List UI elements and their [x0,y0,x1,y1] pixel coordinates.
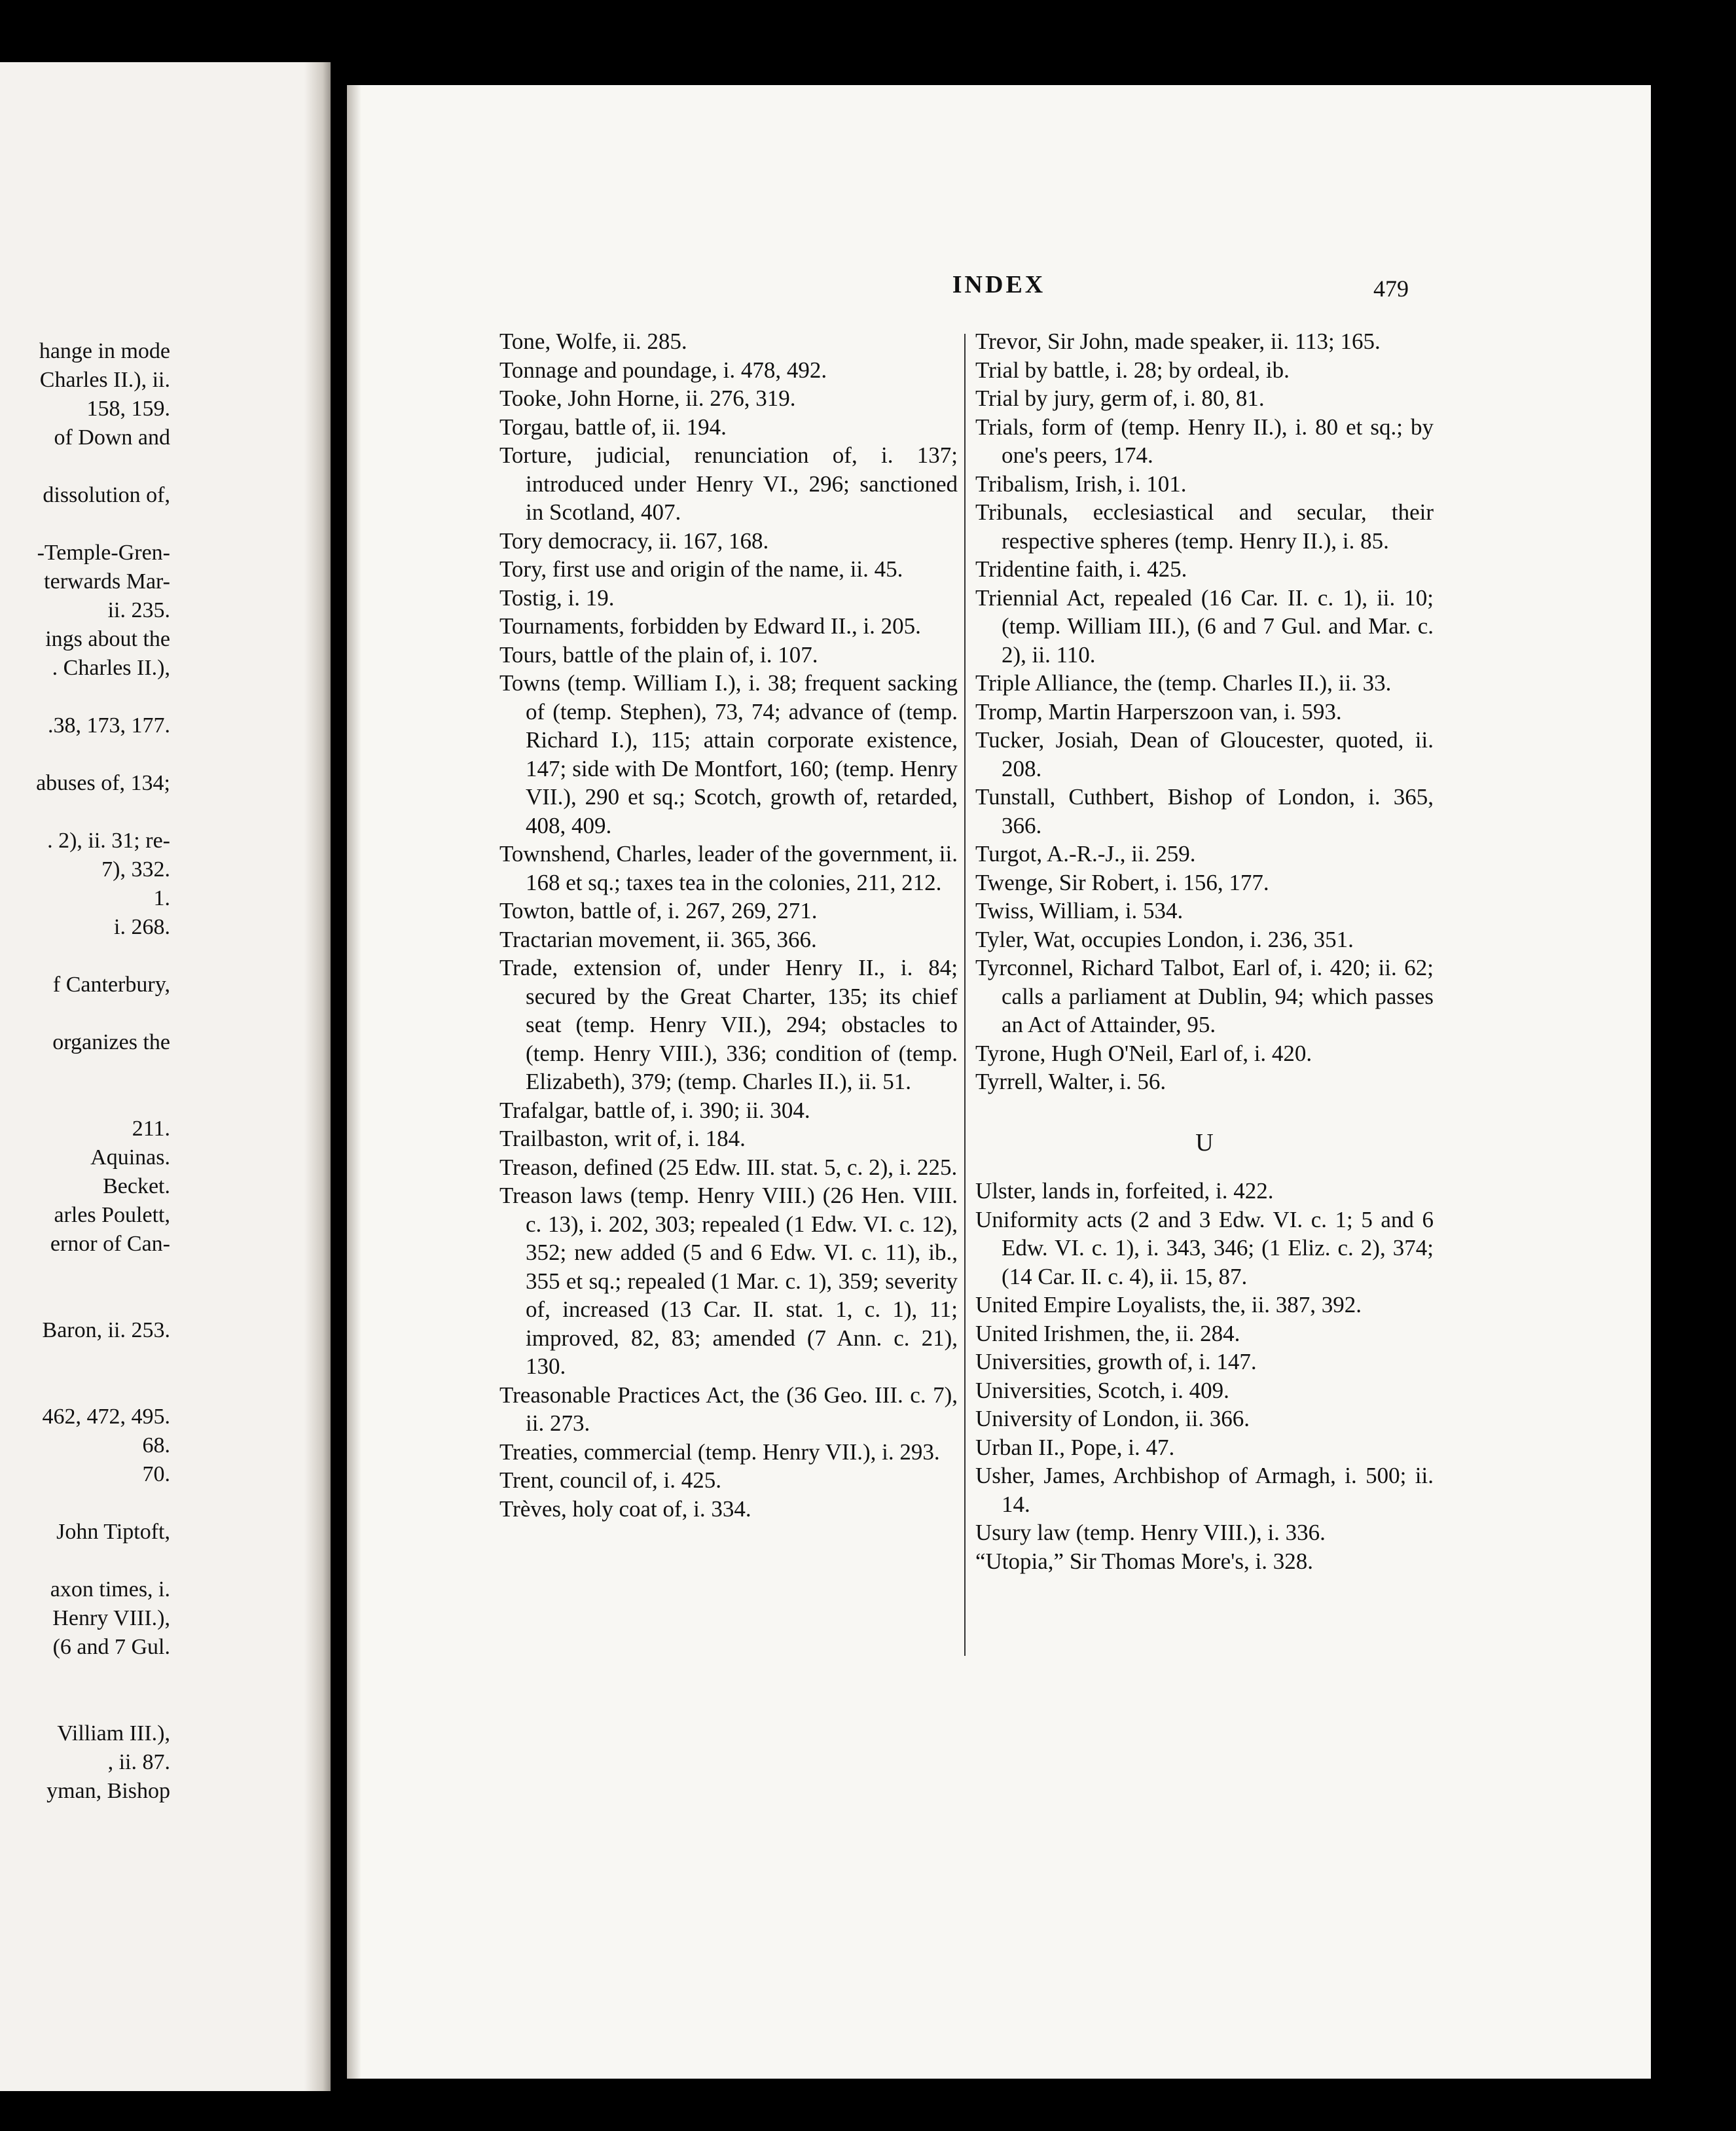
index-entry: Tyrone, Hugh O'Neil, Earl of, i. 420. [975,1040,1312,1066]
index-entry: Tromp, Martin Harperszoon van, i. 593. [975,698,1342,725]
facing-page-line: 158, 159. [86,397,170,421]
facing-page-line: 1. [153,886,170,910]
index-entry: Treaties, commercial (temp. Henry VII.), i. 293. [499,1439,940,1465]
facing-page-line: (6 and 7 Gul. [52,1635,170,1659]
index-entry: Tyrconnel, Richard Talbot, Earl of, i. 420; ii. 62; calls a parliament at Dublin, 94; which passes an Act of Attainder, 95. [975,955,1434,1037]
facing-page-line: Villiam III.), [57,1721,170,1746]
facing-page-line: , ii. 87. [107,1750,170,1774]
running-head: INDEX [952,271,1046,298]
index-entry: “Utopia,” Sir Thomas More's, i. 328. [975,1548,1314,1574]
index-entry: Universities, growth of, i. 147. [975,1349,1257,1374]
index-entry: Urban II., Pope, i. 47. [975,1434,1175,1460]
index-entry: Tooke, John Horne, ii. 276, 319. [499,385,796,411]
index-entry: Trèves, holy coat of, i. 334. [499,1495,751,1522]
index-entry: Towton, battle of, i. 267, 269, 271. [499,898,818,923]
page-gutter [304,62,331,2091]
index-entry: Tostig, i. 19. [499,584,615,611]
index-entry: Ulster, lands in, forfeited, i. 422. [975,1178,1274,1204]
facing-page-line: Aquinas. [90,1145,170,1170]
index-entry: Towns (temp. William I.), i. 38; frequent sacking of (temp. Stephen), 73, 74; advance of (temp. Richard I.), 115; attain corporate existence, 147; side with De Montfort, 160; (temp. Henry VII.), 290 et sq.; Scotch, growth of, retarded, 408, 409. [499,670,958,838]
index-entry: Universities, Scotch, i. 409. [975,1377,1229,1403]
index-page [347,85,1651,2079]
facing-page-line: terwards Mar- [44,569,170,594]
facing-page-line: 7), 332. [101,857,170,882]
index-entry: Triple Alliance, the (temp. Charles II.), ii. 33. [975,670,1392,696]
index-entry: Tractarian movement, ii. 365, 366. [499,926,817,952]
facing-page-line: yman, Bishop [46,1779,170,1803]
index-entry: Usher, James, Archbishop of Armagh, i. 500; ii. 14. [975,1463,1434,1517]
index-entry: Uniformity acts (2 and 3 Edw. VI. c. 1; 5 and 6 Edw. VI. c. 1), i. 343, 346; (1 Eliz. c. 2), 374; (14 Car. II. c. 4), ii. 15, 87. [975,1206,1434,1289]
facing-page-line: ii. 235. [107,598,170,622]
page-edge [347,85,361,2079]
index-entry: Triennial Act, repealed (16 Car. II. c. 1), ii. 10; (temp. William III.), (6 and 7 Gul. and Mar. c. 2), ii. 110. [975,584,1434,668]
index-entry: Tyler, Wat, occupies London, i. 236, 351. [975,926,1354,952]
index-entry: University of London, ii. 366. [975,1406,1250,1431]
facing-page-line: f Canterbury, [52,973,170,997]
index-entry: Treasonable Practices Act, the (36 Geo. III. c. 7), ii. 273. [499,1382,958,1436]
index-entry: Usury law (temp. Henry VIII.), i. 336. [975,1520,1326,1545]
index-entry: Trent, council of, i. 425. [499,1467,721,1493]
index-entry: Turgot, A.-R.-J., ii. 259. [975,841,1196,867]
facing-page-line: . Charles II.), [52,656,170,680]
facing-page-fragment [0,62,331,2091]
index-entry: Tournaments, forbidden by Edward II., i. 205. [499,613,921,639]
index-column-right [975,327,1434,1575]
facing-page-line: 68. [142,1433,170,1458]
index-entry: United Irishmen, the, ii. 284. [975,1320,1240,1346]
index-entry: Torture, judicial, renunciation of, i. 137; introduced under Henry VI., 296; sanctioned in Scotland, 407. [499,442,958,525]
facing-page-line: ings about the [45,627,170,651]
index-entry: Trafalgar, battle of, i. 390; ii. 304. [499,1097,810,1123]
index-entry: Tucker, Josiah, Dean of Gloucester, quoted, ii. 208. [975,727,1434,781]
facing-page-line: .38, 173, 177. [48,713,170,738]
index-entry: Trial by battle, i. 28; by ordeal, ib. [975,357,1290,383]
facing-page-line: 70. [142,1462,170,1486]
facing-page-line: Baron, ii. 253. [42,1318,170,1342]
index-entry: Tyrrell, Walter, i. 56. [975,1069,1166,1094]
index-entry: Twenge, Sir Robert, i. 156, 177. [975,869,1269,895]
facing-page-line: 462, 472, 495. [42,1405,170,1429]
facing-page-line: organizes the [52,1030,170,1054]
facing-page-line: of Down and [54,425,170,450]
column-divider [964,334,966,1656]
section-letter: U [1195,1128,1214,1156]
index-entry: Trials, form of (temp. Henry II.), i. 80 et sq.; by one's peers, 174. [975,414,1434,468]
index-column-left [499,327,958,1523]
facing-page-line: 211. [132,1117,170,1141]
facing-page-line: dissolution of, [43,483,170,507]
facing-page-line: i. 268. [114,915,170,939]
index-entry: Tridentine faith, i. 425. [975,556,1187,582]
facing-page-line: Charles II.), ii. [39,368,170,392]
index-entry: Trailbaston, writ of, i. 184. [499,1126,746,1151]
index-entry: Treason, defined (25 Edw. III. stat. 5, c. 2), i. 225. [499,1154,958,1180]
index-entry: Tory democracy, ii. 167, 168. [499,528,769,554]
facing-page-line: John Tiptoft, [56,1520,170,1544]
index-entry: Tory, first use and origin of the name, ii. 45. [499,556,903,582]
index-entry: Tribunals, ecclesiastical and secular, their respective spheres (temp. Henry II.), i. 85. [975,499,1434,554]
index-entry: Townshend, Charles, leader of the government, ii. 168 et sq.; taxes tea in the colonies, 211, 212. [499,841,958,895]
index-entry: Tonnage and poundage, i. 478, 492. [499,357,827,383]
index-entry: Twiss, William, i. 534. [975,898,1184,923]
index-entry: Tunstall, Cuthbert, Bishop of London, i. 365, 366. [975,784,1434,838]
index-entry: Trade, extension of, under Henry II., i. 84; secured by the Great Charter, 135; its chief seat (temp. Henry VII.), 294; obstacles to (temp. Henry VIII.), 336; condition of (temp. Elizabeth), 379; (temp. Charles II.), ii. 51. [499,955,958,1094]
facing-page-line: -Temple-Gren- [37,541,170,565]
index-entry: Tribalism, Irish, i. 101. [975,471,1187,497]
index-entry: Trevor, Sir John, made speaker, ii. 113; 165. [975,329,1381,354]
index-entry: Tours, battle of the plain of, i. 107. [499,641,818,668]
facing-page-line: Henry VIII.), [52,1606,170,1630]
page-number: 479 [1373,276,1409,302]
index-entry: Treason laws (temp. Henry VIII.) (26 Hen. VIII. c. 13), i. 202, 303; repealed (1 Edw. VI. c. 12), 352; new added (5 and 6 Edw. VI. c. 11), ib., 355 et sq.; repealed (1 Mar. c. 1), 359; severity of, increased (13 Car. II. stat. 1, c. 1), 11; improved, 82, 83; amended (7 Ann. c. 21), 130. [499,1183,958,1379]
facing-page-line: arles Poulett, [54,1203,170,1227]
index-entry: United Empire Loyalists, the, ii. 387, 392. [975,1292,1362,1317]
facing-page-line: . 2), ii. 31; re- [47,829,170,853]
index-entry: Trial by jury, germ of, i. 80, 81. [975,385,1265,411]
index-entry: Tone, Wolfe, ii. 285. [499,329,687,354]
facing-page-line: ernor of Can- [50,1232,170,1256]
facing-page-line: Becket. [103,1174,170,1198]
index-entry: Torgau, battle of, ii. 194. [499,414,727,440]
facing-page-line: hange in mode [39,339,170,363]
facing-page-line: axon times, i. [50,1577,170,1602]
facing-page-line: abuses of, 134; [36,771,170,795]
